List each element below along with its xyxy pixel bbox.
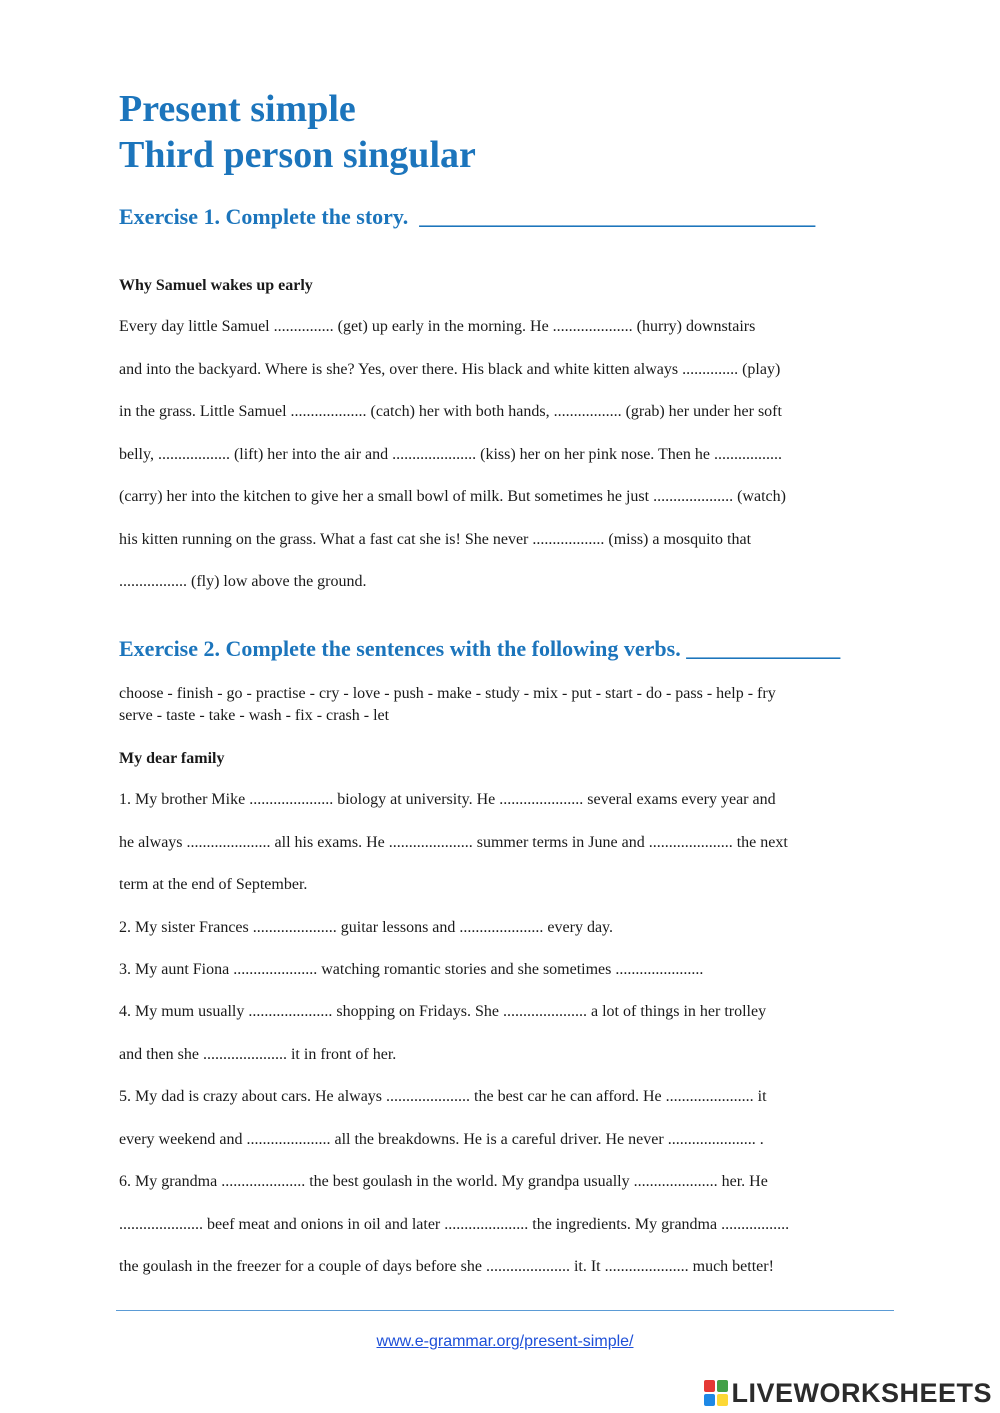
footer-link[interactable]: www.e-grammar.org/present-simple/	[376, 1333, 634, 1350]
logo-tile-blue	[704, 1394, 715, 1406]
exercise-1-heading: Exercise 1. Complete the story. ____________________________________	[119, 204, 816, 229]
story-line: (carry) her into the kitchen to give her a small bowl of milk. But sometimes he just .................... (watch)	[119, 488, 786, 505]
sentence-line: 3. My aunt Fiona ..................... watching romantic stories and she sometimes ......................	[119, 961, 704, 978]
liveworksheets-logo-icon	[704, 1380, 728, 1406]
exercise-2-story-title: My dear family	[119, 750, 225, 767]
sentence-line: 1. My brother Mike ..................... biology at university. He ..................... several exams every year and	[119, 791, 776, 808]
logo-tile-yellow	[717, 1394, 728, 1406]
page-title	[119, 86, 476, 178]
brand-name: LIVEWORKSHEETS	[731, 1377, 992, 1408]
story-line: and into the backyard. Where is she? Yes, over there. His black and white kitten always .............. (play)	[119, 361, 781, 378]
story-line: belly, .................. (lift) her into the air and ..................... (kiss) her on her pink nose. Then he .................	[119, 446, 782, 463]
verb-list-line: serve - taste - take - wash - fix - crash - let	[119, 707, 390, 724]
sentence-line: and then she ..................... it in front of her.	[119, 1046, 397, 1063]
title-line-1: Present simple	[119, 88, 356, 130]
sentence-line: 4. My mum usually ..................... shopping on Fridays. She ..................... a lot of things in her trolley	[119, 1003, 767, 1020]
story-line: Every day little Samuel ............... (get) up early in the morning. He .................... (hurry) downstairs	[119, 318, 756, 335]
sentence-line: 5. My dad is crazy about cars. He always ..................... the best car he can afford. He ...................... it	[119, 1088, 767, 1105]
exercise-2-heading: Exercise 2. Complete the sentences with the following verbs. ______________	[119, 636, 841, 661]
logo-tile-red	[704, 1380, 715, 1392]
footer-divider	[116, 1310, 894, 1311]
verb-list-line: choose - finish - go - practise - cry - love - push - make - study - mix - put - start - do - pass - help - fry	[119, 685, 776, 702]
title-line-2: Third person singular	[119, 134, 476, 176]
sentence-line: ..................... beef meat and onions in oil and later ..................... the ingredients. My grandma .................	[119, 1216, 790, 1233]
liveworksheets-brand[interactable]	[704, 1378, 992, 1408]
story-line: ................. (fly) low above the ground.	[119, 573, 367, 590]
exercise-1-story-title: Why Samuel wakes up early	[119, 277, 313, 294]
sentence-line: 2. My sister Frances ..................... guitar lessons and ..................... every day.	[119, 919, 613, 936]
sentence-line: term at the end of September.	[119, 876, 308, 893]
sentence-line: every weekend and ..................... all the breakdowns. He is a careful driver. He never ...................... .	[119, 1131, 764, 1148]
story-line: in the grass. Little Samuel ................... (catch) her with both hands, ................. (grab) her under her soft	[119, 403, 782, 420]
sentence-line: the goulash in the freezer for a couple of days before she ..................... it. It ..................... much better!	[119, 1258, 774, 1275]
story-line: his kitten running on the grass. What a fast cat she is! She never .................. (miss) a mosquito that	[119, 531, 752, 548]
sentence-line: he always ..................... all his exams. He ..................... summer terms in June and ..................... the next	[119, 834, 788, 851]
sentence-line: 6. My grandma ..................... the best goulash in the world. My grandpa usually ..................... her. He	[119, 1173, 768, 1190]
logo-tile-green	[717, 1380, 728, 1392]
